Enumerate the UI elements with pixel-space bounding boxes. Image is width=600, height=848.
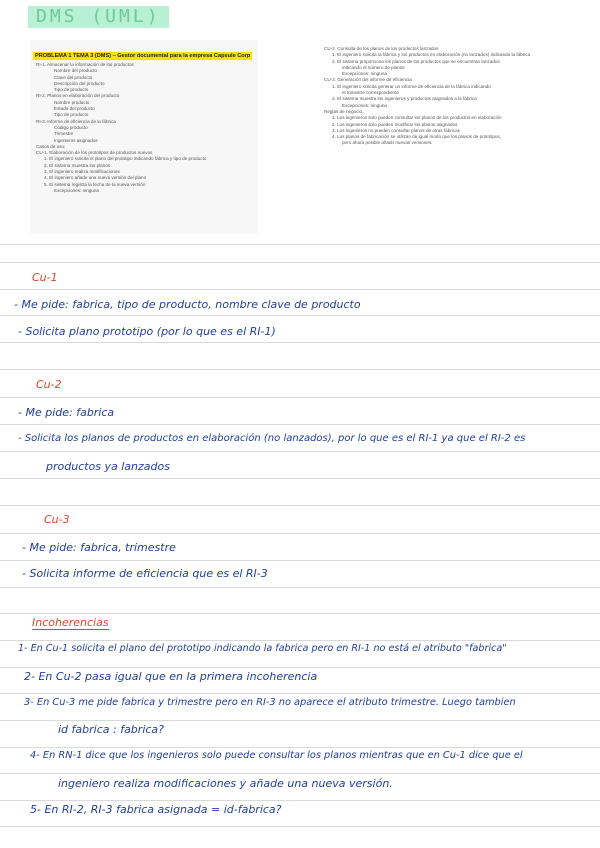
cu1-line-2: - Solicita plano prototipo (por lo que es el RI-1) [18, 325, 276, 338]
rule-line [0, 693, 600, 694]
document-line: Casos de uso: [36, 143, 66, 149]
document-image [30, 40, 600, 234]
document-line: el trimestre correspondiente [342, 90, 399, 96]
incoherencia-4a: 4- En RN-1 dice que los ingenieros solo puede consultar los planos mientras que en Cu-1 dice que el [30, 750, 523, 761]
incoherencia-5: 5- En RI-2, RI-3 fabrica asignada = id-fabrica? [30, 803, 282, 816]
document-line: RI-2. Planos en elaboración del producto [36, 93, 120, 99]
document-line: Nombre del producto [54, 68, 97, 74]
document-line: 2. El sistema proporciona los planos de los productos que se encuentran lanzados [332, 58, 500, 64]
rule-line [0, 262, 600, 263]
document-line: 4. Los planos de fabricación se utilizan de igual modo que los planos de prototipos, [332, 134, 502, 140]
document-line: 1. El ingeniero solicita generar un informe de eficiencia de la fábrica indicando [332, 83, 491, 89]
rule-line [0, 800, 600, 801]
document-right-column [318, 40, 600, 190]
rule-line [0, 369, 600, 370]
document-line: Nombre producto [54, 99, 90, 105]
document-line: Tipo de producto [54, 87, 89, 93]
document-line: RI-3. Informe de eficiencia de la fábrica [36, 118, 116, 124]
document-header: PROBLEMA 1 TEMA 3 (DMS) – Gestor documental para la empresa Capsule Corp [35, 53, 251, 59]
rule-line [0, 315, 600, 316]
document-line: 5. El sistema registra la fecha de la nueva versión [44, 181, 146, 187]
page-title: DMS (UML) [28, 6, 169, 28]
cu2-line-2: - Solicita los planos de productos en elaboración (no lanzados), por lo que es el RI-1 ya que el RI-2 es [18, 433, 526, 444]
cu2-line-3: productos ya lanzados [46, 460, 170, 473]
cu3-line-2: - Solicita informe de eficiencia que es el RI-3 [22, 567, 268, 580]
rule-line [0, 505, 600, 506]
cu1-line-1: - Me pide: fabrica, tipo de producto, nombre clave de producto [14, 298, 361, 311]
document-line: 2. El sistema muestra los ingenieros y productos asignados a la fábrica [332, 96, 477, 102]
incoherencias-heading: Incoherencias [32, 616, 109, 629]
document-line: Estado del producto [54, 106, 95, 112]
cu3-line-1: - Me pide: fabrica, trimestre [22, 541, 176, 554]
incoherencia-2: 2- En Cu-2 pasa igual que en la primera incoherencia [24, 670, 318, 683]
rule-line [0, 478, 600, 479]
document-line: CU-3. Generación del informe de eficiencia [324, 77, 412, 83]
document-line: Trimestre [54, 131, 74, 137]
document-line: indicando el número de planos [342, 64, 405, 70]
incoherencia-1: 1- En Cu-1 solicita el plano del prototipo indicando la fabrica pero en RI-1 no está el atributo "fabrica" [18, 643, 507, 654]
incoherencia-3a: 3- En Cu-3 me pide fabrica y trimestre pero en RI-3 no aparece el atributo trimestre. Luego tambien [24, 697, 516, 708]
rule-line [0, 451, 600, 452]
rule-line [0, 289, 600, 290]
cu2-line-1: - Me pide: fabrica [18, 406, 115, 419]
document-line: 1. El ingeniero solicita la fábrica y los productos en elaboración (no lanzados) indicando la fábrica [332, 52, 531, 58]
document-line: Excepciones: ninguna [54, 187, 99, 193]
document-line: 3. El ingeniero realiza modificaciones [44, 169, 120, 175]
document-line: pero ahora posible añadir nuevas versiones. [342, 140, 433, 146]
document-line: 1. El ingeniero solicita el plano del prototipo indicando fábrica y tipo de producto [44, 156, 207, 162]
document-line: Tipo de producto [54, 112, 89, 118]
rule-line [0, 773, 600, 774]
rule-line [0, 533, 600, 534]
cu1-heading: Cu-1 [32, 271, 58, 284]
cu2-heading: Cu-2 [36, 378, 62, 391]
rule-line [0, 613, 600, 614]
document-line: Descripción del producto [54, 80, 105, 86]
rule-line [0, 587, 600, 588]
document-line: 2. Los ingenieros solo pueden modificar los planos asignados [332, 121, 458, 127]
document-line: Reglas de negocio. [324, 108, 364, 114]
cu3-heading: Cu-3 [44, 513, 70, 526]
document-line: Código producto [54, 124, 88, 130]
rule-line [0, 826, 600, 827]
document-right-lines [318, 46, 600, 147]
incoherencia-4b: ingeniero realiza modificaciones y añade una nueva versión. [58, 777, 393, 790]
document-line: Ingenieros asignados [54, 137, 98, 143]
document-line: 1. Los ingenieros solo pueden consultar los planos de los productos en elaboración [332, 115, 502, 121]
rule-line [0, 244, 600, 245]
document-line: 4. El ingeniero añade una nueva versión del plano [44, 175, 147, 181]
rule-line [0, 342, 600, 343]
rule-line [0, 747, 600, 748]
rule-line [0, 424, 600, 425]
document-line: Clave del producto [54, 74, 93, 80]
rule-line [0, 667, 600, 668]
document-line: 2. El sistema muestra los planos [44, 162, 111, 168]
document-left-lines [30, 62, 258, 194]
document-line: Excepciones: ninguna [342, 71, 387, 77]
rule-line [0, 640, 600, 641]
rule-line [0, 720, 600, 721]
document-line: CU-1. Elaboración de los prototipos de productos nuevos [36, 150, 153, 156]
rule-line [0, 560, 600, 561]
rule-line [0, 397, 600, 398]
document-left-column [30, 40, 258, 234]
document-line: Excepciones: ninguna [342, 102, 387, 108]
document-line: CU-2. Consulta de los planos de los productos lanzados [324, 46, 439, 51]
document-line: RI-1. Almacenar la información de los productos [36, 62, 134, 67]
incoherencia-3b: id fabrica : fabrica? [58, 723, 164, 736]
document-line: 3. Los ingenieros no pueden consultar planos de otras fábricas [332, 127, 460, 133]
